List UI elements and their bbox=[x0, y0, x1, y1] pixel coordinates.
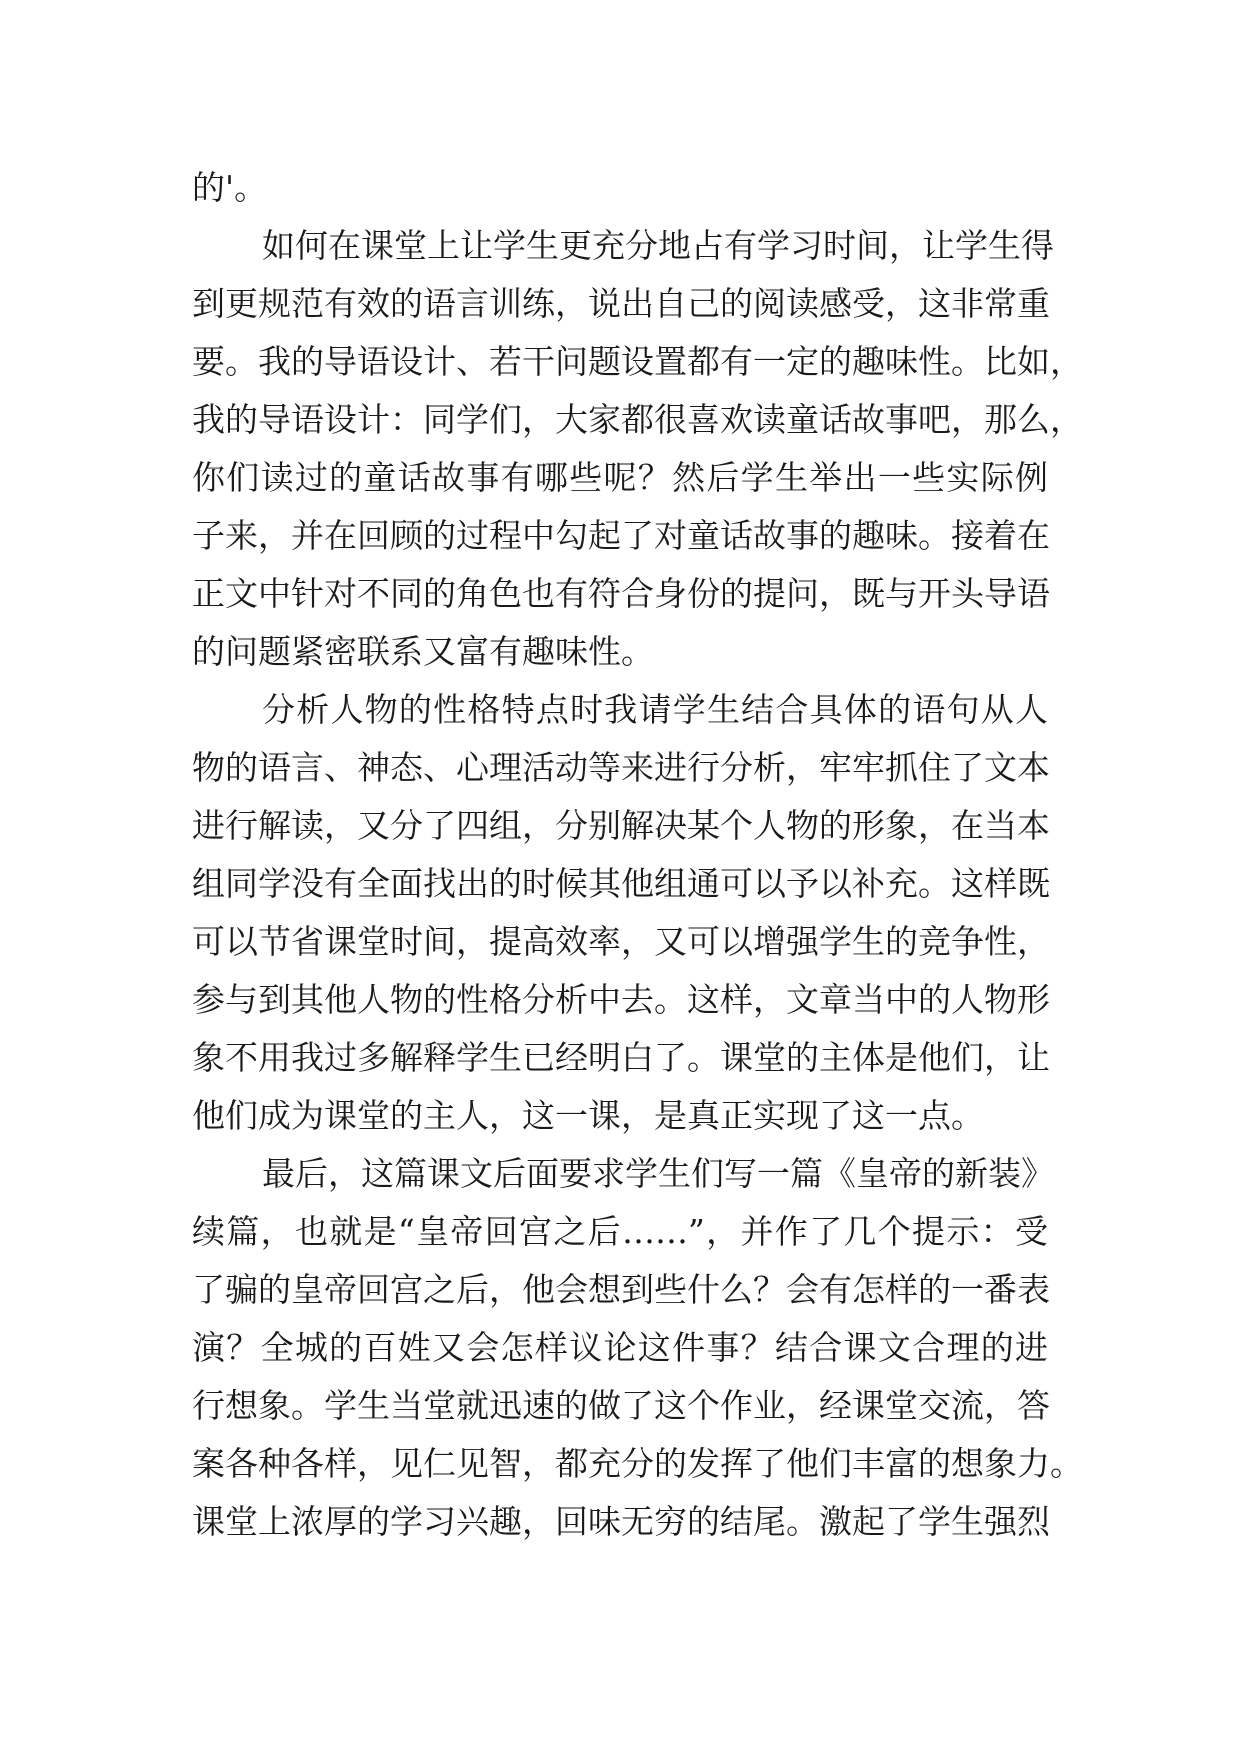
text-line: 的'。 bbox=[192, 168, 268, 207]
text-line: 要。我的导语设计、若干问题设置都有一定的趣味性。比如， bbox=[192, 342, 1083, 381]
text-line: 的问题紧密联系又富有趣味性。 bbox=[192, 632, 654, 671]
text-line: 正文中针对不同的角色也有符合身份的提问，既与开头导语 bbox=[192, 574, 1050, 613]
text-line: 课堂上浓厚的学习兴趣，回味无穷的结尾。激起了学生强烈 bbox=[192, 1502, 1050, 1541]
text-line: 进行解读，又分了四组，分别解决某个人物的形象，在当本 bbox=[192, 806, 1050, 845]
text-line: 演？全城的百姓又会怎样议论这件事？结合课文合理的进 bbox=[192, 1328, 1048, 1367]
text-line: 你们读过的童话故事有哪些呢？然后学生举出一些实际例 bbox=[192, 458, 1048, 497]
text-line: 了骗的皇帝回宫之后，他会想到些什么？会有怎样的一番表 bbox=[192, 1270, 1050, 1309]
text-line: 组同学没有全面找出的时候其他组通可以予以补充。这样既 bbox=[192, 864, 1050, 903]
text-line: 参与到其他人物的性格分析中去。这样，文章当中的人物形 bbox=[192, 980, 1050, 1019]
text-line: 案各种各样，见仁见智，都充分的发挥了他们丰富的想象力。 bbox=[192, 1444, 1083, 1483]
text-line: 到更规范有效的语言训练，说出自己的阅读感受，这非常重 bbox=[192, 284, 1050, 323]
text-line: 续篇，也就是“皇帝回宫之后……”，并作了几个提示：受 bbox=[192, 1212, 1048, 1251]
text-line: 他们成为课堂的主人，这一课，是真正实现了这一点。 bbox=[192, 1096, 984, 1135]
text-line: 我的导语设计：同学们，大家都很喜欢读童话故事吧，那么， bbox=[192, 400, 1083, 439]
paragraph-first-line: 最后，这篇课文后面要求学生们写一篇《皇帝的新装》 bbox=[262, 1154, 1054, 1193]
paragraph-first-line: 分析人物的性格特点时我请学生结合具体的语句从人 bbox=[262, 690, 1048, 729]
text-line: 可以节省课堂时间，提高效率，又可以增强学生的竞争性， bbox=[192, 922, 1050, 961]
text-line: 物的语言、神态、心理活动等来进行分析，牢牢抓住了文本 bbox=[192, 748, 1050, 787]
text-line: 象不用我过多解释学生已经明白了。课堂的主体是他们，让 bbox=[192, 1038, 1050, 1077]
text-line: 行想象。学生当堂就迅速的做了这个作业，经课堂交流，答 bbox=[192, 1386, 1050, 1425]
text-line: 子来，并在回顾的过程中勾起了对童话故事的趣味。接着在 bbox=[192, 516, 1050, 555]
paragraph-first-line: 如何在课堂上让学生更充分地占有学习时间，让学生得 bbox=[262, 226, 1054, 265]
